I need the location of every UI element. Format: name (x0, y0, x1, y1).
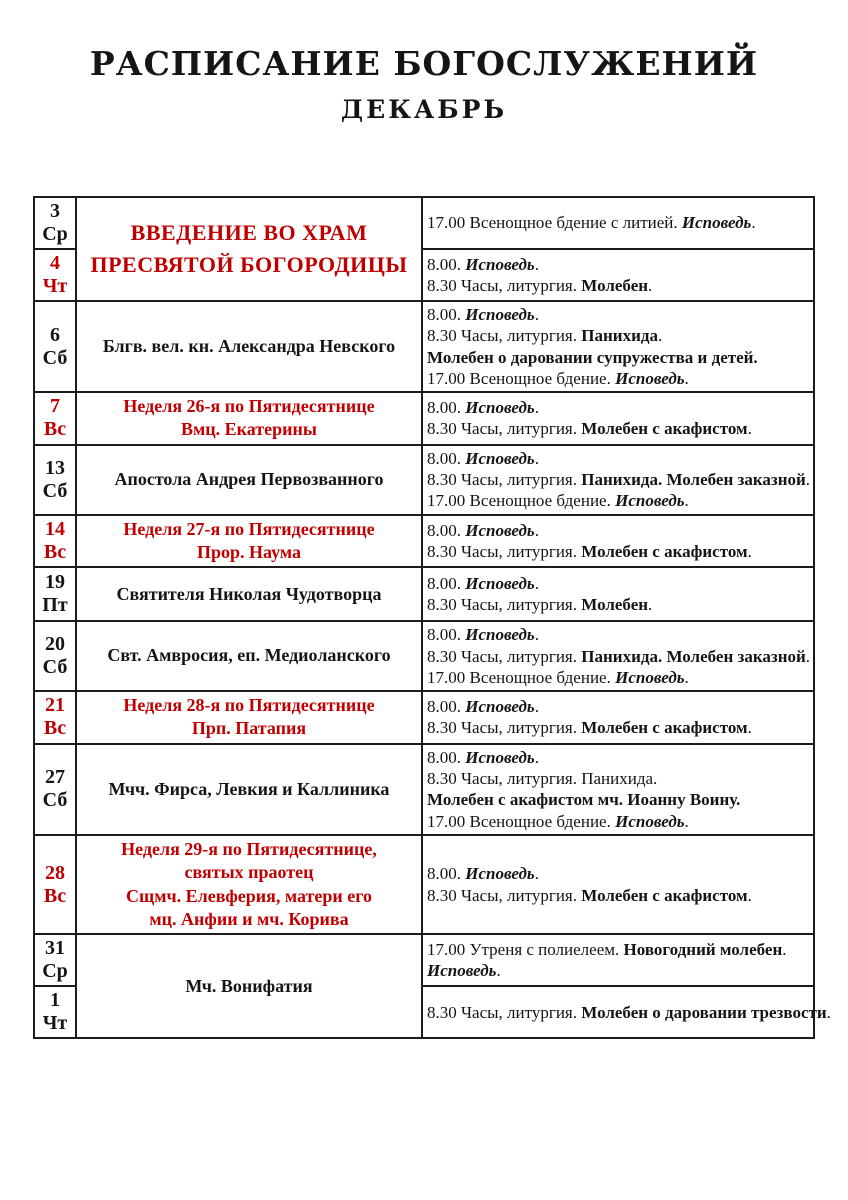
feast-cell (76, 567, 422, 621)
text-run: . (751, 213, 756, 233)
date-cell (34, 986, 76, 1038)
text-run: 8.00. (427, 254, 466, 274)
schedule-cell (422, 567, 814, 621)
table-row (34, 515, 814, 568)
schedule-line (427, 254, 809, 275)
text-run: . (782, 940, 787, 960)
text-run: . (496, 961, 501, 981)
text-run: Молебен с акафистом (581, 718, 748, 738)
day-number: 20 (45, 633, 65, 656)
feast-cell (76, 744, 422, 835)
text-run: . (648, 595, 653, 615)
text-run: . (826, 1002, 831, 1022)
text-run: . (534, 520, 539, 540)
text-run: . (684, 368, 689, 388)
schedule-line (427, 275, 809, 296)
text-run: 8.00. (427, 625, 466, 645)
table-row (34, 567, 814, 621)
text-run: Панихида (581, 326, 658, 346)
day-number: 4 (50, 252, 60, 274)
table-row (34, 691, 814, 744)
feast-line: Прор. Наума (196, 541, 301, 562)
text-run: 8.00. (427, 398, 466, 418)
document-page (0, 44, 848, 1200)
weekday-label: Пт (42, 594, 68, 617)
feast-cell (76, 445, 422, 515)
schedule-cell (422, 934, 814, 986)
schedule-cell (422, 445, 814, 515)
feast-cell (76, 301, 422, 392)
date-cell (34, 691, 76, 744)
text-run: . (684, 667, 689, 687)
schedule-cell (422, 515, 814, 568)
schedule-cell (422, 744, 814, 835)
text-run: Молебен о даровании трезвости (581, 1002, 827, 1022)
schedule-table (33, 196, 831, 1039)
schedule-line (427, 347, 809, 368)
text-run: Панихида. Молебен заказной (581, 470, 806, 490)
text-run: . (534, 398, 539, 418)
schedule-line (427, 885, 809, 906)
text-run: 17.00 Всенощное бдение. (427, 811, 616, 831)
schedule-cell (422, 691, 814, 744)
schedule-line (427, 696, 809, 717)
text-run: Исповедь (465, 520, 535, 540)
text-run: Исповедь (465, 625, 535, 645)
text-run: . (805, 646, 811, 666)
weekday-label: Сб (42, 479, 68, 502)
feast-cell (76, 515, 422, 568)
day-number: 28 (45, 861, 65, 884)
text-run: Молебен с акафистом мч. Иоанну Воину. (427, 790, 741, 810)
text-run: . (534, 697, 539, 717)
text-run: . (747, 718, 752, 738)
text-run: 8.00. (427, 520, 466, 540)
schedule-line (427, 490, 809, 511)
text-run: Молебен с акафистом (581, 885, 748, 905)
date-cell (34, 934, 76, 986)
schedule-line (427, 212, 809, 233)
feast-cell (76, 835, 422, 935)
date-cell (34, 835, 76, 935)
schedule-line (427, 418, 809, 439)
schedule-line (427, 811, 809, 832)
weekday-label: Вс (43, 540, 67, 563)
text-run: 17.00 Всенощное бдение. (427, 491, 616, 511)
schedule-line (427, 624, 809, 645)
feast-line: Неделя 26-я по Пятидесятнице (123, 396, 375, 416)
text-run: 8.30 Часы, литургия. (427, 718, 582, 738)
text-run: Молебен с акафистом (581, 419, 748, 439)
table-row (34, 197, 814, 249)
text-run: . (684, 491, 689, 511)
day-number: 1 (50, 989, 60, 1012)
text-run: 8.30 Часы, литургия. (427, 1002, 582, 1022)
text-run: 17.00 Всенощное бдение. (427, 667, 616, 687)
text-run: Исповедь (465, 574, 535, 594)
schedule-line (427, 789, 809, 810)
table-row (34, 621, 814, 691)
weekday-label: Сб (42, 346, 68, 369)
text-run: 8.30 Часы, литургия. (427, 276, 582, 295)
text-run: Новогодний молебен (623, 940, 783, 960)
text-run: Исповедь (615, 368, 685, 388)
schedule-line (427, 325, 809, 346)
feast-line: Блгв. вел. кн. Александра Невского (102, 335, 396, 356)
feast-line: Прп. Патапия (191, 718, 307, 739)
schedule-line (427, 768, 809, 789)
text-run: Панихида. Молебен заказной (581, 646, 806, 666)
day-number: 7 (50, 395, 60, 418)
schedule-cell (422, 301, 814, 392)
day-number: 13 (45, 456, 65, 479)
text-run: 8.00. (427, 574, 466, 594)
schedule-cell (422, 392, 814, 445)
feast-line: ПРЕСВЯТОЙ БОГОРОДИЦЫ (90, 252, 408, 277)
table-row (34, 392, 814, 445)
table-row (34, 835, 814, 935)
text-run: Исповедь (681, 213, 752, 233)
schedule-line (427, 667, 809, 688)
feast-line: Вмц. Екатерины (181, 419, 317, 440)
text-run: Молебен (581, 276, 649, 295)
text-run: Исповедь (465, 864, 535, 884)
schedule-line (427, 1002, 831, 1023)
feast-line: мц. Анфии и мч. Корива (149, 909, 349, 930)
date-cell (34, 445, 76, 515)
text-run: 17.00 Всенощное бдение. (427, 368, 616, 388)
text-run: Исповедь (427, 961, 497, 981)
text-run: 8.30 Часы, литургия. Панихида. (427, 769, 658, 789)
schedule-cell (422, 249, 814, 301)
feast-line: Святителя Николая Чудотворца (116, 583, 382, 604)
weekday-label: Вс (43, 418, 67, 441)
feast-cell (76, 621, 422, 691)
table-row (34, 445, 814, 515)
schedule-line (427, 541, 809, 562)
date-cell (34, 301, 76, 392)
text-run: Молебен (581, 595, 649, 615)
text-run: Исповедь (615, 811, 685, 831)
date-cell (34, 197, 76, 249)
schedule-line (427, 397, 809, 418)
text-run: 8.30 Часы, литургия. (427, 885, 582, 905)
text-run: . (657, 326, 663, 346)
schedule-line (427, 863, 809, 884)
month-subtitle: ДЕКАБРЬ (340, 95, 508, 124)
day-number: 27 (45, 766, 65, 789)
weekday-label: Ср (42, 960, 68, 983)
day-number: 31 (45, 937, 65, 960)
feast-line: Сщмч. Елевферия, матери его (126, 885, 372, 906)
date-cell (34, 744, 76, 835)
text-run: . (534, 747, 539, 767)
text-run: Исповедь (465, 697, 535, 717)
text-run: Исповедь (465, 398, 535, 418)
schedule-line (427, 368, 809, 389)
table-row (34, 744, 814, 835)
schedule-cell (422, 621, 814, 691)
text-run: 17.00 Всенощное бдение с литией. (427, 213, 682, 233)
text-run: Молебен о даровании супружества и детей. (427, 347, 758, 367)
feast-cell (76, 934, 422, 1038)
date-cell (34, 567, 76, 621)
text-run: . (648, 276, 653, 295)
date-cell (34, 392, 76, 445)
schedule-line (427, 747, 809, 768)
feast-line: ВВЕДЕНИЕ ВО ХРАМ (130, 220, 368, 246)
text-run: . (747, 885, 752, 905)
weekday-label: Чт (42, 275, 68, 297)
text-run: . (805, 470, 811, 490)
day-number: 3 (50, 200, 60, 222)
text-run: Исповедь (465, 747, 535, 767)
text-run: 8.30 Часы, литургия. (427, 470, 582, 490)
weekday-label: Чт (42, 1012, 68, 1035)
page-title: РАСПИСАНИЕ БОГОСЛУЖЕНИЙ (89, 44, 759, 83)
text-run: 8.00. (427, 864, 466, 884)
text-run: 8.00. (427, 305, 466, 324)
schedule-line (427, 939, 809, 960)
weekday-label: Ср (42, 223, 68, 245)
text-run: 8.00. (427, 747, 466, 767)
day-number: 21 (45, 694, 65, 717)
day-number: 6 (50, 323, 60, 346)
weekday-label: Вс (43, 717, 67, 740)
feast-line: святых праотец (184, 862, 314, 883)
text-run: 8.00. (427, 697, 466, 717)
date-cell (34, 621, 76, 691)
text-run: Исповедь (615, 491, 685, 511)
text-run: 8.00. (427, 448, 466, 468)
feast-line: Неделя 27-я по Пятидесятнице (123, 518, 375, 539)
text-run: Исповедь (615, 667, 685, 687)
feast-line: Свт. Амвросия, еп. Медиоланского (107, 645, 391, 666)
text-run: 8.30 Часы, литургия. (427, 419, 582, 439)
date-cell (34, 515, 76, 568)
date-cell (34, 249, 76, 301)
weekday-label: Сб (42, 656, 68, 679)
text-run: . (534, 254, 539, 274)
text-run: Исповедь (465, 305, 535, 324)
text-run: 8.30 Часы, литургия. (427, 541, 582, 561)
schedule-line (427, 448, 809, 469)
schedule-line (427, 646, 809, 667)
feast-cell (76, 392, 422, 445)
feast-line: Неделя 29-я по Пятидесятнице, (121, 838, 377, 859)
text-run: Исповедь (465, 254, 535, 274)
text-run: 8.30 Часы, литургия. (427, 326, 582, 346)
day-number: 19 (45, 571, 65, 594)
feast-line: Неделя 28-я по Пятидесятнице (123, 695, 375, 716)
schedule-cell (422, 986, 831, 1038)
schedule-line (427, 469, 809, 490)
text-run: 8.30 Часы, литургия. (427, 595, 582, 615)
schedule-line (427, 520, 809, 541)
text-run: 17.00 Утреня с полиелеем. (427, 940, 624, 960)
text-run: . (747, 541, 752, 561)
schedule-line (427, 573, 809, 594)
feast-cell (76, 691, 422, 744)
text-run: . (534, 864, 539, 884)
feast-line: Апостола Андрея Первозванного (114, 468, 384, 489)
weekday-label: Вс (43, 884, 67, 907)
feast-cell (76, 197, 422, 301)
text-run: . (747, 419, 752, 439)
text-run: . (534, 305, 539, 324)
day-number: 14 (45, 517, 65, 540)
schedule-cell (422, 835, 814, 935)
feast-line: Мчч. Фирса, Левкия и Каллиника (108, 778, 390, 799)
text-run: 8.30 Часы, литургия. (427, 646, 582, 666)
text-run: . (534, 574, 539, 594)
schedule-line (427, 594, 809, 615)
schedule-line (427, 717, 809, 738)
feast-line: Мч. Вонифатия (185, 975, 313, 996)
table-row (34, 934, 814, 986)
text-run: Исповедь (465, 448, 535, 468)
text-run: . (534, 625, 539, 645)
schedule-cell (422, 197, 814, 249)
schedule-line (427, 304, 809, 325)
table-row (34, 301, 814, 392)
text-run: . (684, 811, 689, 831)
weekday-label: Сб (42, 789, 68, 812)
text-run: . (534, 448, 539, 468)
schedule-line (427, 960, 809, 981)
text-run: Молебен с акафистом (581, 541, 748, 561)
